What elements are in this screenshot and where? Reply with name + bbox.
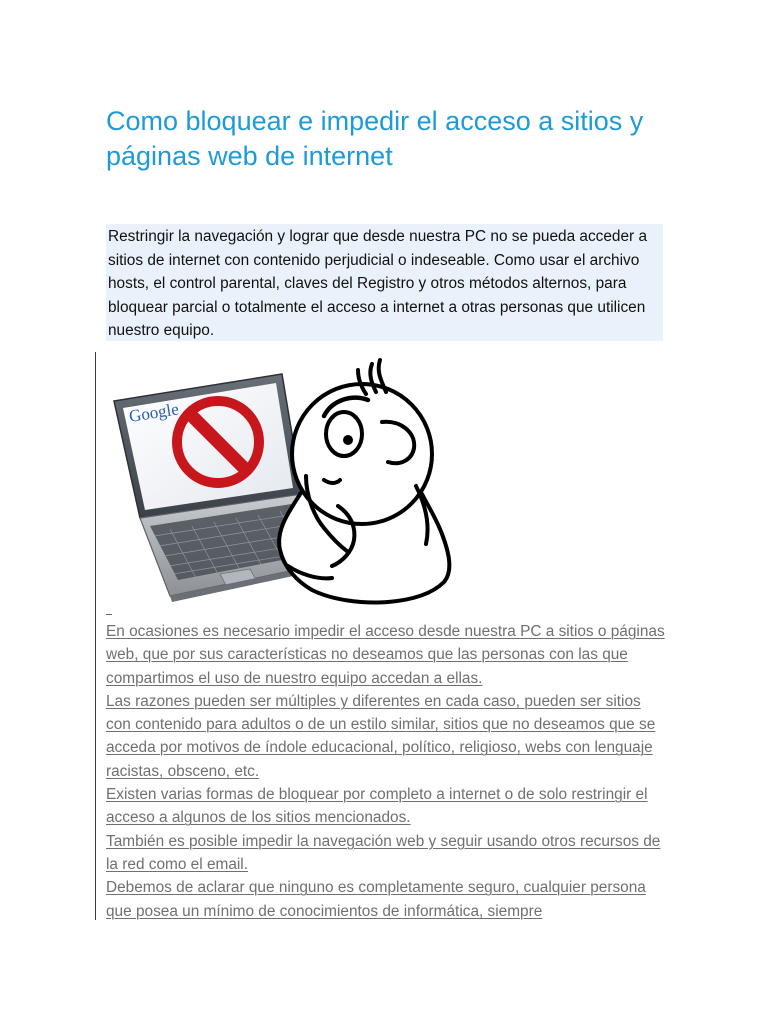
google-logo-text: Google — [127, 399, 181, 426]
paragraph-link[interactable]: Debemos de aclarar que ninguno es completamente seguro, cualquier persona que posea un mínimo de conocimientos de informática, siempre — [106, 879, 646, 920]
article-illustration — [110, 356, 455, 606]
paragraph-link[interactable]: También es posible impedir la navegación web y seguir usando otros recursos de la red como el email. — [106, 832, 661, 873]
left-margin-rule — [95, 352, 96, 920]
paragraph-link[interactable]: Las razones pueden ser múltiples y diferentes en cada caso, pueden ser sitios con contenido para adultos o de un estilo similar, sitios que no deseamos que se acceda por motivos de índole educacional, político, religioso, webs con lenguaje racistas, obsceno, etc. — [106, 692, 656, 780]
intro-summary-text: Restringir la navegación y lograr que desde nuestra PC no se pueda acceder a sitios de internet con contenido perjudicial o indeseable. Como usar el archivo hosts, el control parental, claves del Registro y otros métodos alternos, para bloquear parcial o totalmente el acceso a internet a otras personas que utilicen nuestro equipo. — [108, 228, 648, 339]
article-body — [106, 620, 666, 923]
intro-summary-box — [106, 224, 663, 341]
page-title: Como bloquear e impedir el acceso a sitios y páginas web de internet — [106, 106, 644, 171]
paragraph-link[interactable]: Existen varias formas de bloquear por completo a internet o de solo restringir el acceso a algunos de los sitios mencionados. — [106, 786, 648, 827]
paragraph-link[interactable]: En ocasiones es necesario impedir el acceso desde nuestra PC a sitios o páginas web, que por sus características no deseamos que las personas con las que compartimos el uso de nuestro equipo accedan a ellas. — [106, 623, 665, 687]
thinking-cartoon-icon — [279, 360, 449, 603]
anchor-mark — [106, 602, 112, 615]
